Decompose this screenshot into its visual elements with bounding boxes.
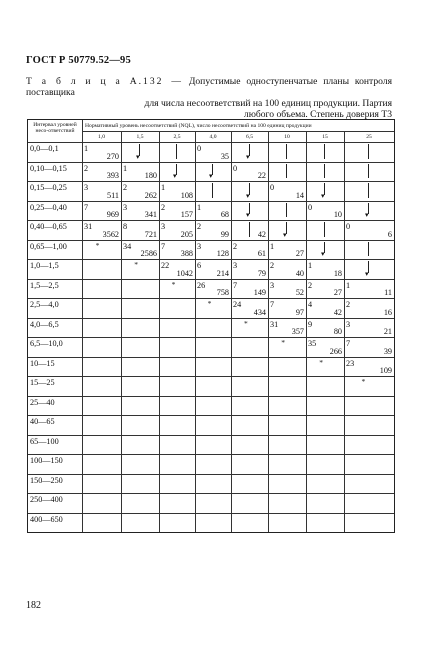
continuation-bar-icon <box>282 203 292 219</box>
header-divider <box>82 131 394 132</box>
acceptance-number: 34 <box>123 241 132 251</box>
acceptance-number: 7 <box>84 202 89 212</box>
sample-size: 270 <box>106 151 119 161</box>
column-rule <box>344 131 345 532</box>
sample-size: 341 <box>144 210 157 219</box>
sampling-plans-table <box>27 119 395 533</box>
row-rule <box>28 259 394 260</box>
acceptance-number: 1 <box>161 183 166 192</box>
sample-size: 262 <box>144 190 157 200</box>
acceptance-number: 1 <box>84 144 89 153</box>
sample-size: 969 <box>106 210 119 219</box>
row-interval-label: 25—40 <box>30 397 55 407</box>
acceptance-number: 3 <box>161 222 166 231</box>
arrow-head: ▾ <box>173 172 177 180</box>
use-plan-below-arrow-icon <box>245 183 255 199</box>
sample-size: 40 <box>295 268 304 278</box>
use-plan-below-arrow-icon <box>172 164 182 180</box>
acceptance-number: 26 <box>197 280 206 290</box>
arrow-stem <box>368 183 369 198</box>
sample-size: 16 <box>383 307 392 317</box>
row-interval-label: 6,5—10,0 <box>30 339 63 348</box>
sample-size: 434 <box>253 307 266 317</box>
sample-size: 80 <box>333 327 342 336</box>
acceptance-number: 7 <box>161 241 166 251</box>
acceptance-number: 0 <box>308 202 313 212</box>
row-interval-label: 0,15—0,25 <box>30 183 67 192</box>
continuation-bar-icon <box>320 144 330 160</box>
sample-size: 6 <box>387 229 392 239</box>
row-interval-label: 0,25—0,40 <box>30 202 67 212</box>
not-applicable-asterisk-icon: * <box>361 377 366 386</box>
acceptance-number: 0 <box>197 144 202 153</box>
row-rule <box>28 279 394 280</box>
sample-size: 149 <box>253 288 266 297</box>
row-interval-label: 250—400 <box>30 495 63 504</box>
arrow-head: ▾ <box>365 269 369 278</box>
sample-size: 157 <box>180 210 193 219</box>
acceptance-number: 3 <box>346 319 351 329</box>
row-interval-label: 15—25 <box>30 378 55 387</box>
sample-size: 42 <box>257 229 266 239</box>
sample-size: 357 <box>291 327 304 336</box>
use-plan-below-arrow-icon <box>208 164 218 180</box>
arrow-stem <box>368 144 369 159</box>
column-header-nql: 1,0 <box>98 134 105 140</box>
caption-label: Т а б л и ц а А.132 — <box>26 76 183 87</box>
row-rule <box>28 220 394 221</box>
column-header-nql: 4,0 <box>209 134 217 140</box>
sample-size: 61 <box>257 249 266 258</box>
row-interval-label: 40—65 <box>30 417 55 426</box>
row-rule <box>28 454 394 455</box>
acceptance-number: 2 <box>270 261 275 270</box>
column-header-nql: 6,5 <box>246 134 253 140</box>
use-plan-below-arrow-icon <box>135 144 145 160</box>
acceptance-number: 2 <box>346 300 351 309</box>
acceptance-number: 3 <box>84 183 89 192</box>
caption-line-1 <box>26 76 392 98</box>
acceptance-number: 3 <box>270 280 275 290</box>
continuation-bar-icon <box>320 164 330 180</box>
row-interval-label: 65—100 <box>30 436 59 446</box>
column-rule <box>159 131 160 532</box>
sample-size: 42 <box>333 307 342 317</box>
use-plan-below-arrow-icon <box>245 144 255 160</box>
row-rule <box>28 376 394 377</box>
row-interval-label: 0,10—0,15 <box>30 163 67 173</box>
sample-size: 214 <box>216 268 229 278</box>
sample-size: 108 <box>180 190 193 200</box>
arrow-head: ▾ <box>321 250 325 258</box>
arrow-stem <box>176 144 177 159</box>
acceptance-number: 1 <box>308 261 313 270</box>
arrow-head: ▾ <box>246 211 250 219</box>
acceptance-number: 0 <box>346 222 351 231</box>
arrow-stem <box>286 144 287 159</box>
row-interval-label: 0,40—0,65 <box>30 222 67 231</box>
arrow-head: ▾ <box>321 191 325 200</box>
acceptance-number: 35 <box>308 339 317 348</box>
row-rule <box>28 474 394 475</box>
row-header-label: Интервал уровней несо-ответствий <box>33 122 77 134</box>
row-rule <box>28 513 394 514</box>
sample-size: 11 <box>384 288 392 297</box>
row-rule <box>28 337 394 338</box>
continuation-bar-icon <box>172 144 182 160</box>
row-interval-label: 400—650 <box>30 514 63 524</box>
use-plan-below-arrow-icon <box>364 261 374 277</box>
row-interval-label: 100—150 <box>30 456 63 465</box>
sample-size: 79 <box>257 268 266 278</box>
acceptance-number: 3 <box>233 261 238 270</box>
sample-size: 99 <box>220 229 229 239</box>
acceptance-number: 8 <box>123 222 128 231</box>
arrow-head: ▾ <box>365 211 369 219</box>
acceptance-number: 31 <box>270 319 279 329</box>
acceptance-number: 3 <box>197 241 202 251</box>
column-rule <box>195 131 196 532</box>
acceptance-number: 2 <box>123 183 128 192</box>
row-interval-label: 0,65—1,00 <box>30 241 67 251</box>
column-header-nql: 10 <box>284 134 290 140</box>
acceptance-number: 3 <box>123 202 128 212</box>
not-applicable-asterisk-icon: * <box>319 357 324 367</box>
row-interval-label: 150—250 <box>30 475 63 485</box>
sample-size: 393 <box>106 171 119 180</box>
row-interval-label: 10—15 <box>30 358 55 368</box>
row-rule <box>28 240 394 241</box>
column-rule <box>231 131 232 532</box>
row-interval-label: 1,0—1,5 <box>30 261 59 270</box>
row-interval-label: 1,5—2,5 <box>30 280 59 290</box>
acceptance-number: 1 <box>123 163 128 173</box>
acceptance-number: 2 <box>161 202 166 212</box>
sample-size: 109 <box>379 366 392 375</box>
sample-size: 68 <box>220 210 229 219</box>
not-applicable-asterisk-icon: * <box>207 299 212 308</box>
column-rule <box>306 131 307 532</box>
continuation-bar-icon <box>282 144 292 160</box>
acceptance-number: 1 <box>197 202 202 212</box>
not-applicable-asterisk-icon: * <box>134 260 139 269</box>
acceptance-number: 6 <box>197 261 202 270</box>
acceptance-number: 22 <box>161 261 170 270</box>
use-plan-below-arrow-icon <box>320 242 330 258</box>
row-rule <box>28 396 394 397</box>
acceptance-number: 0 <box>270 183 275 192</box>
sample-size: 10 <box>333 210 342 219</box>
acceptance-number: 7 <box>270 300 275 309</box>
not-applicable-asterisk-icon: * <box>281 338 286 347</box>
arrow-stem <box>249 222 250 237</box>
continuation-bar-icon <box>208 183 218 199</box>
use-plan-below-arrow-icon <box>320 183 330 199</box>
acceptance-number: 2 <box>308 280 313 290</box>
acceptance-number: 2 <box>233 241 238 251</box>
arrow-stem <box>324 222 325 237</box>
arrow-head: ▾ <box>246 152 250 161</box>
sample-size: 3562 <box>102 229 119 239</box>
acceptance-number: 2 <box>84 163 89 173</box>
sample-size: 18 <box>333 268 342 278</box>
row-rule <box>28 298 394 299</box>
acceptance-number: 4 <box>308 300 313 309</box>
acceptance-number: 2 <box>197 222 202 231</box>
continuation-bar-icon <box>364 144 374 160</box>
acceptance-number: 23 <box>346 358 355 368</box>
arrow-stem <box>368 242 369 257</box>
caption-text-1: Допустимые одноступенчатые планы контроля поставщика <box>26 76 393 98</box>
arrow-stem <box>286 203 287 218</box>
row-rule <box>28 201 394 202</box>
not-applicable-asterisk-icon: * <box>243 318 248 328</box>
column-rule <box>268 131 269 532</box>
arrow-stem <box>368 164 369 179</box>
row-rule <box>28 415 394 416</box>
arrow-head: ▾ <box>136 152 140 161</box>
acceptance-number: 1 <box>346 280 351 290</box>
sample-size: 511 <box>107 190 119 200</box>
sample-size: 266 <box>329 346 342 356</box>
row-interval-label: 0,0—0,1 <box>30 144 59 153</box>
acceptance-number: 7 <box>346 339 351 348</box>
document-header: ГОСТ Р 50779.52—95 <box>26 55 131 66</box>
not-applicable-asterisk-icon: * <box>171 279 176 289</box>
acceptance-number: 24 <box>233 300 242 309</box>
acceptance-number: 31 <box>84 222 93 231</box>
arrow-stem <box>324 144 325 159</box>
continuation-bar-icon <box>282 164 292 180</box>
row-interval-label: 2,5—4,0 <box>30 300 59 309</box>
continuation-bar-icon <box>364 183 374 199</box>
sample-size: 97 <box>295 307 304 317</box>
row-rule <box>28 162 394 163</box>
row-rule <box>28 435 394 436</box>
continuation-bar-icon <box>245 222 255 238</box>
arrow-head: ▾ <box>246 191 250 200</box>
row-rule <box>28 181 394 182</box>
column-header-nql: 15 <box>322 134 328 140</box>
sample-size: 758 <box>216 288 229 297</box>
use-plan-below-arrow-icon <box>282 222 292 238</box>
sample-size: 128 <box>216 249 229 258</box>
row-rule <box>28 318 394 319</box>
sample-size: 205 <box>180 229 193 239</box>
arrow-stem <box>212 183 213 198</box>
continuation-bar-icon <box>364 242 374 258</box>
sample-size: 2586 <box>140 249 157 258</box>
page-number: 182 <box>26 600 41 611</box>
column-header-nql: 1,5 <box>136 134 144 140</box>
sample-size: 35 <box>220 151 229 161</box>
sample-size: 21 <box>383 327 392 336</box>
sample-size: 1042 <box>176 268 193 278</box>
row-rule <box>28 493 394 494</box>
row-rule <box>28 357 394 358</box>
continuation-bar-icon <box>320 222 330 238</box>
sample-size: 27 <box>295 249 304 258</box>
column-rule <box>121 131 122 532</box>
column-group-label: Нормативный уровень несоответствий (NQL), число несоответствий на 100 единиц продукции <box>85 123 312 129</box>
arrow-head: ▾ <box>209 172 213 180</box>
not-applicable-asterisk-icon: * <box>95 240 100 250</box>
sample-size: 22 <box>257 171 266 180</box>
sample-size: 52 <box>295 288 304 297</box>
acceptance-number: 0 <box>233 163 238 173</box>
acceptance-number: 9 <box>308 319 313 329</box>
sample-size: 388 <box>180 249 193 258</box>
acceptance-number: 7 <box>233 280 238 290</box>
arrow-head: ▾ <box>283 230 287 239</box>
table-caption <box>26 76 392 120</box>
row-interval-label: 4,0—6,5 <box>30 319 59 329</box>
sample-size: 180 <box>144 171 157 180</box>
sample-size: 14 <box>295 190 304 200</box>
acceptance-number: 1 <box>270 241 275 251</box>
sample-size: 27 <box>333 288 342 297</box>
column-header-nql: 25 <box>366 134 372 140</box>
caption-line-3: любого объема. Степень доверия Т3 <box>243 109 392 120</box>
arrow-stem <box>286 164 287 179</box>
sample-size: 39 <box>383 346 392 356</box>
caption-line-2: для числа несоответствий на 100 единиц продукции. Партия <box>144 98 392 109</box>
use-plan-below-arrow-icon <box>245 203 255 219</box>
column-header-nql: 2,5 <box>173 134 181 140</box>
arrow-stem <box>324 164 325 179</box>
use-plan-below-arrow-icon <box>364 203 374 219</box>
sample-size: 721 <box>144 229 157 239</box>
continuation-bar-icon <box>364 164 374 180</box>
